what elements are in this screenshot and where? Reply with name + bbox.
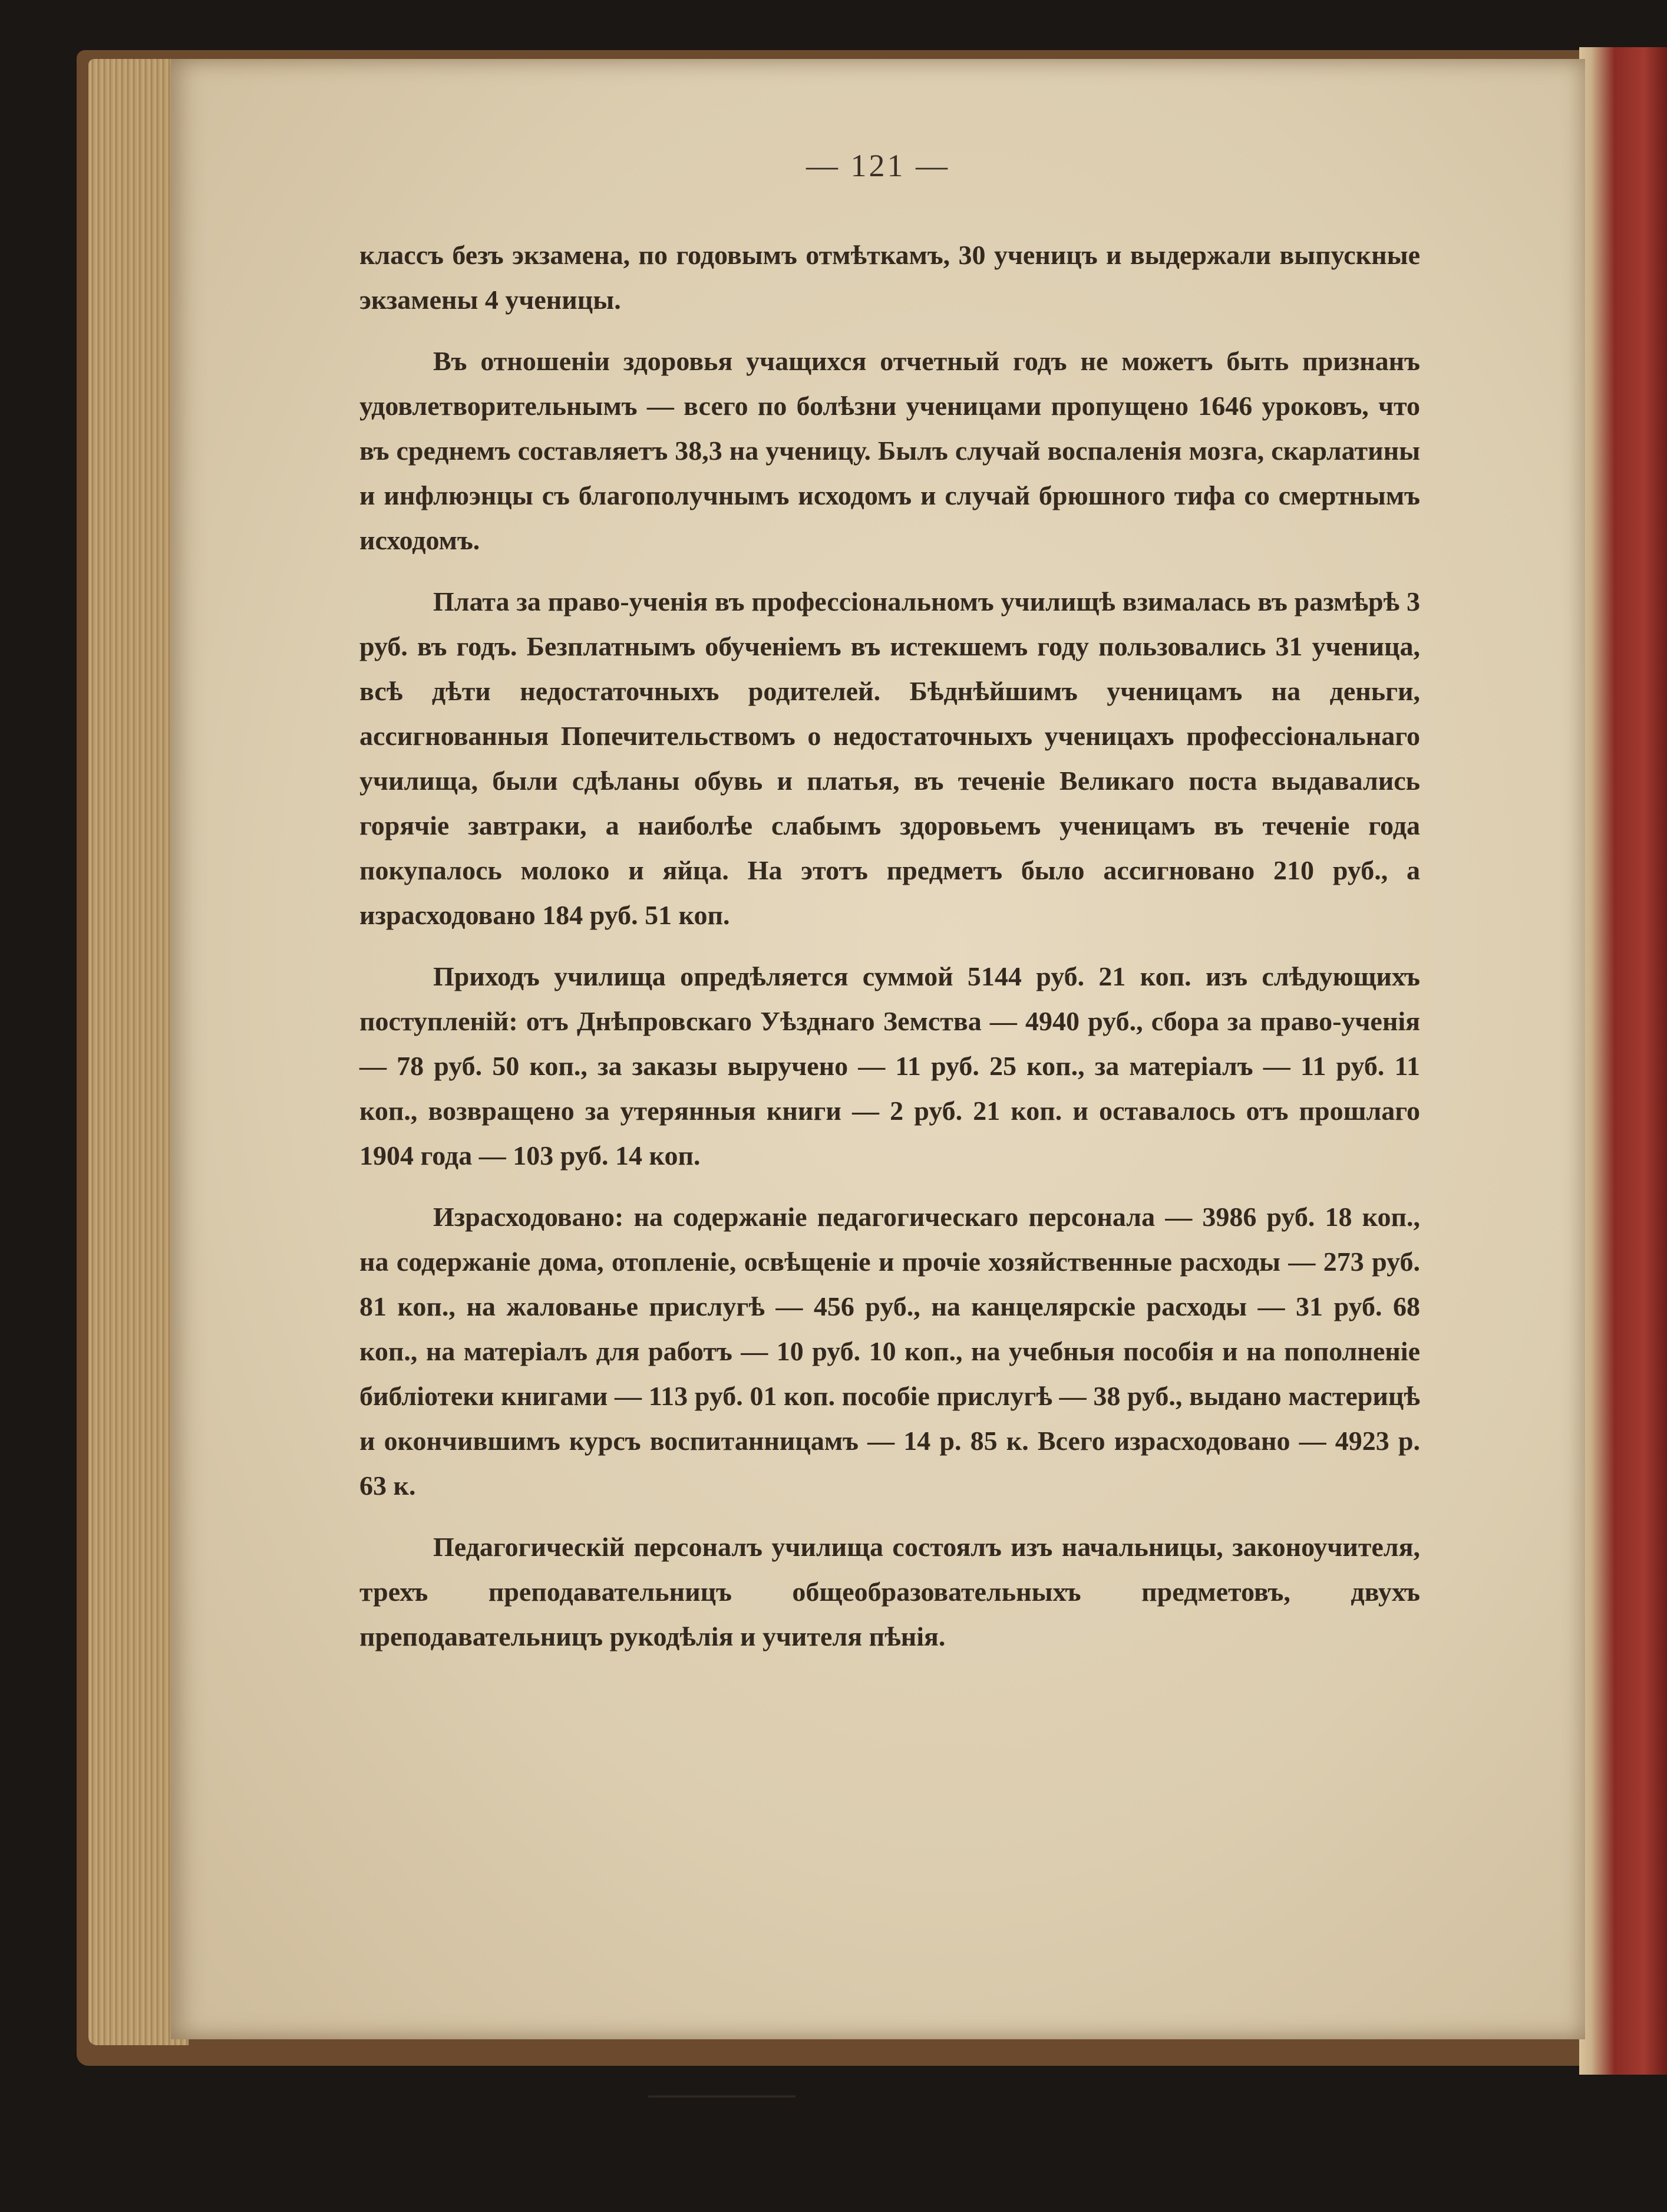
right-cover-edge [1579,47,1667,2075]
paragraph-tuition: Плата за право-ученія въ профессіональномъ училищѣ взималась въ размѣрѣ 3 руб. въ годъ. Безплатнымъ обученіемъ въ истекшемъ году пользовались 31 ученица, всѣ дѣти недостаточныхъ родителей. Бѣднѣйшимъ ученицамъ на деньги, ассигнованныя Попечительствомъ о недостаточныхъ ученицахъ профессіональнаго училища, были сдѣланы обувь и платья, въ теченіе Великаго поста выдавались горячіе завтраки, а наиболѣе слабымъ здоровьемъ ученицамъ въ теченіе года покупалось молоко и яйца. На этотъ предметъ было ассигновано 210 руб., а израсходовано 184 руб. 51 коп. [359,586,1420,930]
paragraph-expenses: Израсходовано: на содержаніе педагогическаго персонала — 3986 руб. 18 коп., на содержаніе дома, отопленіе, освѣщеніе и прочіе хозяйственные расходы — 273 руб. 81 коп., на жалованье прислугѣ — 456 руб., на канцелярскіе расходы — 31 руб. 68 коп., на матеріалъ для работъ — 10 руб. 10 коп., на учебныя пособія и на пополненіе библіотеки книгами — 113 руб. 01 коп. пособіе прислугѣ — 38 руб., выдано мастерицѣ и окончившимъ курсъ воспитанницамъ — 14 р. 85 к. Всего израсходовано — 4923 р. 63 к. [359,1202,1420,1501]
paragraph-continuation: классъ безъ экзамена, по годовымъ отмѣткамъ, 30 ученицъ и выдержали выпускные экзамены 4 ученицы. [359,240,1420,315]
paragraph-income: Приходъ училища опредѣляется суммой 5144 руб. 21 коп. изъ слѣдующихъ поступленій: отъ Днѣпровскаго Уѣзднаго Земства — 4940 руб., сбора за право-ученія — 78 руб. 50 коп., за заказы выручено — 11 руб. 25 коп., за матеріалъ — 11 руб. 11 коп., возвращено за утерянныя книги — 2 руб. 21 коп. и оставалось отъ прошлаго 1904 года — 103 руб. 14 коп. [359,961,1420,1171]
paragraph-health: Въ отношеніи здоровья учащихся отчетный годъ не можетъ быть признанъ удовлетворительнымъ — всего по болѣзни ученицами пропущено 1646 уроковъ, что въ среднемъ составляетъ 38,3 на ученицу. Былъ случай воспаленія мозга, скарлатины и инфлюэнцы съ благополучнымъ исходомъ и случай брюшного тифа со смертнымъ исходомъ. [359,346,1420,555]
paragraph-staff: Педагогическій персоналъ училища состоялъ изъ начальницы, законоучителя, трехъ преподавательницъ общеобразовательныхъ предметовъ, двухъ преподавательницъ рукодѣлія и учителя пѣнія. [359,1532,1420,1651]
end-rule [648,2095,795,2098]
book-page [171,59,1585,2039]
page-text [359,233,1420,1659]
page-number: — 121 — [806,148,950,183]
